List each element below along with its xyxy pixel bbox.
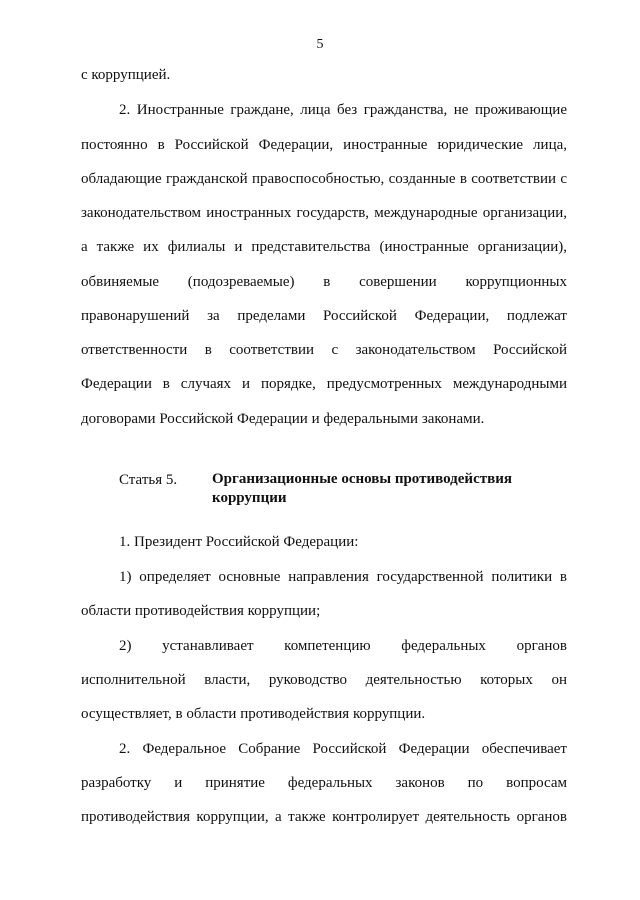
text-line: противодействия коррупции, а также контролирует деятельность органов <box>81 809 567 825</box>
text-line: исполнительной власти, руководство деятельностью которых он <box>81 672 567 688</box>
text-line: договорами Российской Федерации и федеральными законами. <box>81 411 485 427</box>
text-line: области противодействия коррупции; <box>81 603 321 619</box>
page-number: 5 <box>316 37 324 52</box>
text-line: правонарушений за пределами Российской Федерации, подлежат <box>81 308 567 324</box>
text-line: обвиняемые (подозреваемые) в совершении коррупционных <box>81 274 567 290</box>
article-number: Статья 5. <box>119 472 178 488</box>
text-line: осуществляет, в области противодействия коррупции. <box>81 706 426 722</box>
text-line: 1. Президент Российской Федерации: <box>119 534 359 550</box>
article-title: Организационные основы противодействия <box>212 471 512 487</box>
text-line: обладающие гражданской правоспособностью, созданные в соответствии с <box>81 171 567 187</box>
text-line: 2. Иностранные граждане, лица без гражданства, не проживающие <box>119 102 567 118</box>
text-line: разработку и принятие федеральных законов по вопросам <box>81 775 567 791</box>
text-line: законодательством иностранных государств, международные организации, <box>81 205 567 221</box>
text-line: 2. Федеральное Собрание Российской Федерации обеспечивает <box>119 741 567 757</box>
text-line: Федерации в случаях и порядке, предусмотренных международными <box>81 376 567 392</box>
text-line: ответственности в соответствии с законодательством Российской <box>81 342 567 358</box>
text-line: а также их филиалы и представительства (иностранные организации), <box>81 239 567 255</box>
text-line: с коррупцией. <box>81 67 171 83</box>
text-line: 1) определяет основные направления государственной политики в <box>119 569 567 585</box>
text-line: 2) устанавливает компетенцию федеральных органов <box>119 638 567 654</box>
article-title: коррупции <box>212 490 287 506</box>
text-line: постоянно в Российской Федерации, иностранные юридические лица, <box>81 137 567 153</box>
